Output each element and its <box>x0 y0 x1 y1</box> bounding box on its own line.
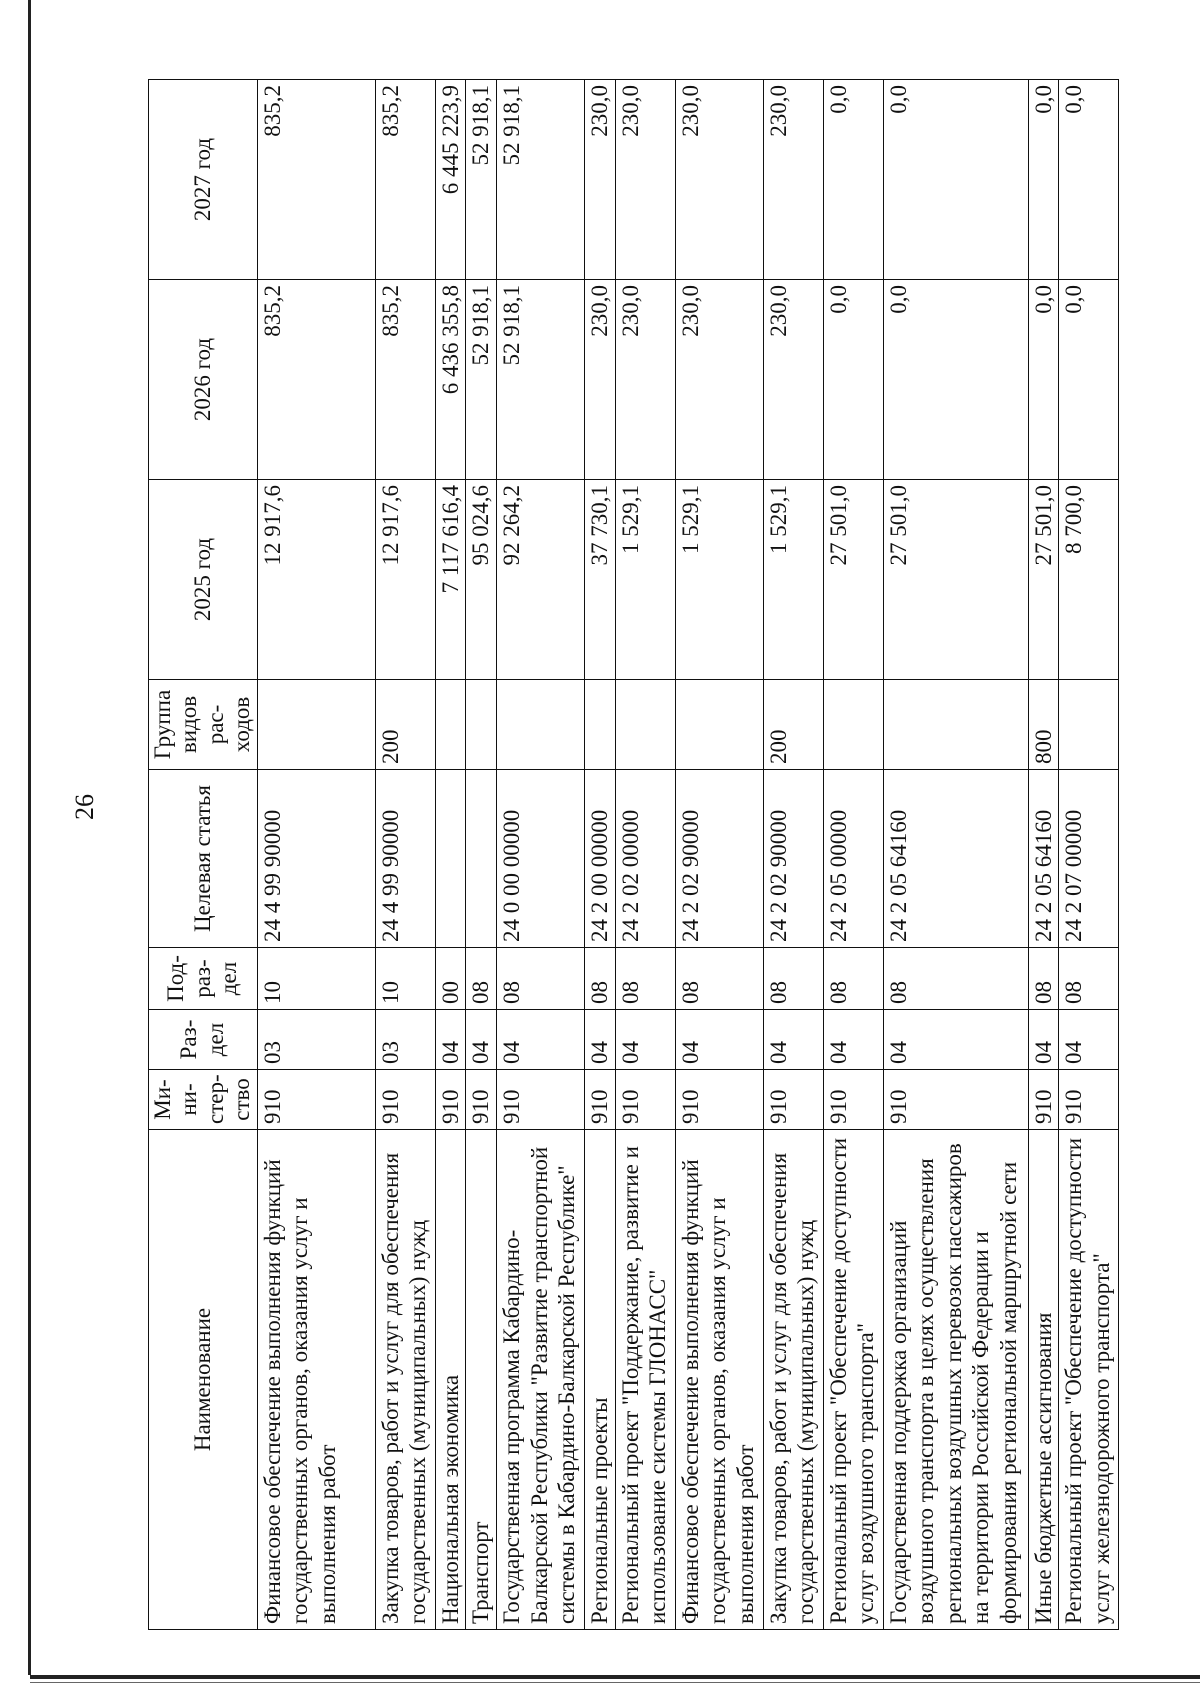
cell-name: Региональные проекты <box>584 1130 615 1630</box>
cell-2026: 835,2 <box>375 280 435 480</box>
cell-group <box>466 680 497 770</box>
cell-2026: 52 918,1 <box>466 280 497 480</box>
cell-target: 24 2 05 64160 <box>1028 770 1059 948</box>
cell-group: 200 <box>763 680 823 770</box>
cell-2026: 230,0 <box>675 280 763 480</box>
cell-2025: 27 501,0 <box>1028 480 1059 680</box>
cell-subsection: 10 <box>257 948 375 1010</box>
table-row <box>496 80 584 1630</box>
cell-subsection: 10 <box>375 948 435 1010</box>
cell-subsection: 08 <box>615 948 675 1010</box>
cell-section: 04 <box>675 1010 763 1070</box>
cell-2026: 230,0 <box>763 280 823 480</box>
cell-name: Финансовое обеспечение выполнения функций государственных органов, оказания услуг и выполнения работ <box>675 1130 763 1630</box>
cell-ministry: 910 <box>615 1070 675 1130</box>
cell-target: 24 2 02 00000 <box>615 770 675 948</box>
cell-2027: 835,2 <box>375 80 435 280</box>
cell-subsection: 08 <box>466 948 497 1010</box>
header-target: Целевая статья <box>149 770 258 948</box>
cell-target: 24 2 05 64160 <box>883 770 1028 948</box>
cell-2027: 0,0 <box>823 80 883 280</box>
cell-target <box>435 770 466 948</box>
cell-subsection: 08 <box>675 948 763 1010</box>
cell-subsection: 08 <box>584 948 615 1010</box>
table-row <box>823 80 883 1630</box>
header-2026: 2026 год <box>149 280 258 480</box>
cell-group <box>883 680 1028 770</box>
cell-group <box>823 680 883 770</box>
cell-name: Национальная экономика <box>435 1130 466 1630</box>
cell-target: 24 0 00 00000 <box>496 770 584 948</box>
cell-ministry: 910 <box>763 1070 823 1130</box>
cell-2025: 8 700,0 <box>1059 480 1119 680</box>
cell-subsection: 08 <box>1059 948 1119 1010</box>
cell-subsection: 08 <box>763 948 823 1010</box>
cell-2025: 1 529,1 <box>763 480 823 680</box>
cell-ministry: 910 <box>375 1070 435 1130</box>
cell-group <box>584 680 615 770</box>
table-row <box>763 80 823 1630</box>
table-row <box>435 80 466 1630</box>
cell-name: Государственная программа Кабардино-Балкарской Республики "Развитие транспортной системы в Кабардино-Балкарской Республике" <box>496 1130 584 1630</box>
cell-2027: 0,0 <box>1059 80 1119 280</box>
rotated-table-container <box>148 80 1114 1630</box>
cell-2026: 6 436 355,8 <box>435 280 466 480</box>
table-row <box>375 80 435 1630</box>
cell-target: 24 2 02 90000 <box>675 770 763 948</box>
cell-group <box>1059 680 1119 770</box>
cell-section: 03 <box>257 1010 375 1070</box>
cell-ministry: 910 <box>823 1070 883 1130</box>
cell-section: 04 <box>615 1010 675 1070</box>
cell-section: 04 <box>584 1010 615 1070</box>
cell-ministry: 910 <box>466 1070 497 1130</box>
table-row <box>615 80 675 1630</box>
cell-ministry: 910 <box>257 1070 375 1130</box>
cell-2027: 0,0 <box>1028 80 1059 280</box>
cell-subsection: 08 <box>1028 948 1059 1010</box>
cell-2026: 0,0 <box>1059 280 1119 480</box>
cell-2027: 230,0 <box>675 80 763 280</box>
cell-name: Финансовое обеспечение выполнения функций государственных органов, оказания услуг и выполнения работ <box>257 1130 375 1630</box>
table-header-row <box>149 80 258 1630</box>
cell-subsection: 08 <box>823 948 883 1010</box>
cell-ministry: 910 <box>883 1070 1028 1130</box>
cell-target: 24 4 99 90000 <box>257 770 375 948</box>
cell-target: 24 4 99 90000 <box>375 770 435 948</box>
header-group: Группа видов рас- ходов <box>149 680 258 770</box>
cell-ministry: 910 <box>435 1070 466 1130</box>
cell-2025: 7 117 616,4 <box>435 480 466 680</box>
cell-name: Транспорт <box>466 1130 497 1630</box>
cell-2026: 52 918,1 <box>496 280 584 480</box>
table-row <box>257 80 375 1630</box>
cell-2026: 835,2 <box>257 280 375 480</box>
cell-2026: 230,0 <box>584 280 615 480</box>
cell-subsection: 08 <box>883 948 1028 1010</box>
cell-group <box>675 680 763 770</box>
cell-2026: 0,0 <box>883 280 1028 480</box>
table-row <box>584 80 615 1630</box>
cell-2025: 92 264,2 <box>496 480 584 680</box>
table-row <box>883 80 1028 1630</box>
cell-target <box>466 770 497 948</box>
header-2027: 2027 год <box>149 80 258 280</box>
left-margin-rule <box>28 0 31 1675</box>
header-ministry: Ми- ни- стер- ство <box>149 1070 258 1130</box>
cell-2027: 52 918,1 <box>466 80 497 280</box>
table-row <box>1028 80 1059 1630</box>
cell-2025: 95 024,6 <box>466 480 497 680</box>
cell-section: 04 <box>763 1010 823 1070</box>
page-number: 26 <box>70 794 99 820</box>
cell-2025: 1 529,1 <box>615 480 675 680</box>
cell-2026: 0,0 <box>823 280 883 480</box>
cell-group: 800 <box>1028 680 1059 770</box>
cell-2027: 230,0 <box>615 80 675 280</box>
cell-2025: 27 501,0 <box>823 480 883 680</box>
cell-section: 03 <box>375 1010 435 1070</box>
cell-ministry: 910 <box>496 1070 584 1130</box>
cell-section: 04 <box>883 1010 1028 1070</box>
cell-ministry: 910 <box>1028 1070 1059 1130</box>
cell-section: 04 <box>496 1010 584 1070</box>
header-section: Раз- дел <box>149 1010 258 1070</box>
cell-target: 24 2 05 00000 <box>823 770 883 948</box>
cell-target: 24 2 07 00000 <box>1059 770 1119 948</box>
cell-2027: 0,0 <box>883 80 1028 280</box>
cell-target: 24 2 00 00000 <box>584 770 615 948</box>
cell-2025: 12 917,6 <box>375 480 435 680</box>
cell-group: 200 <box>375 680 435 770</box>
cell-subsection: 08 <box>496 948 584 1010</box>
cell-group <box>257 680 375 770</box>
cell-name: Закупка товаров, работ и услуг для обеспечения государственных (муниципальных) нужд <box>375 1130 435 1630</box>
cell-2027: 835,2 <box>257 80 375 280</box>
cell-section: 04 <box>435 1010 466 1070</box>
bottom-rule-thin <box>30 1682 1200 1683</box>
cell-group <box>496 680 584 770</box>
header-subsection: Под- раз- дел <box>149 948 258 1010</box>
header-name: Наименование <box>149 1130 258 1630</box>
cell-2025: 37 730,1 <box>584 480 615 680</box>
cell-2027: 230,0 <box>763 80 823 280</box>
cell-2026: 0,0 <box>1028 280 1059 480</box>
cell-2027: 52 918,1 <box>496 80 584 280</box>
cell-name: Государственная поддержка организаций воздушного транспорта в целях осуществления региональных воздушных перевозок пассажиров на территории Российской Федерации и формирования региональной маршрутной сети <box>883 1130 1028 1630</box>
table-row <box>675 80 763 1630</box>
cell-name: Региональный проект "Обеспечение доступности услуг железнодорожного транспорта" <box>1059 1130 1119 1630</box>
table-row <box>1059 80 1119 1630</box>
cell-ministry: 910 <box>584 1070 615 1130</box>
budget-table <box>148 79 1119 1630</box>
cell-2027: 6 445 223,9 <box>435 80 466 280</box>
cell-ministry: 910 <box>675 1070 763 1130</box>
bottom-rule <box>30 1675 1200 1679</box>
cell-name: Региональный проект "Обеспечение доступности услуг воздушного транспорта" <box>823 1130 883 1630</box>
cell-section: 04 <box>1059 1010 1119 1070</box>
cell-target: 24 2 02 90000 <box>763 770 823 948</box>
table-row <box>466 80 497 1630</box>
cell-2026: 230,0 <box>615 280 675 480</box>
cell-group <box>615 680 675 770</box>
cell-2025: 1 529,1 <box>675 480 763 680</box>
cell-name: Региональный проект "Поддержание, развитие и использование системы ГЛОНАСС" <box>615 1130 675 1630</box>
header-2025: 2025 год <box>149 480 258 680</box>
cell-subsection: 00 <box>435 948 466 1010</box>
cell-name: Закупка товаров, работ и услуг для обеспечения государственных (муниципальных) нужд <box>763 1130 823 1630</box>
cell-2025: 27 501,0 <box>883 480 1028 680</box>
cell-section: 04 <box>466 1010 497 1070</box>
cell-2025: 12 917,6 <box>257 480 375 680</box>
cell-ministry: 910 <box>1059 1070 1119 1130</box>
cell-2027: 230,0 <box>584 80 615 280</box>
cell-section: 04 <box>1028 1010 1059 1070</box>
cell-section: 04 <box>823 1010 883 1070</box>
cell-group <box>435 680 466 770</box>
cell-name: Иные бюджетные ассигнования <box>1028 1130 1059 1630</box>
